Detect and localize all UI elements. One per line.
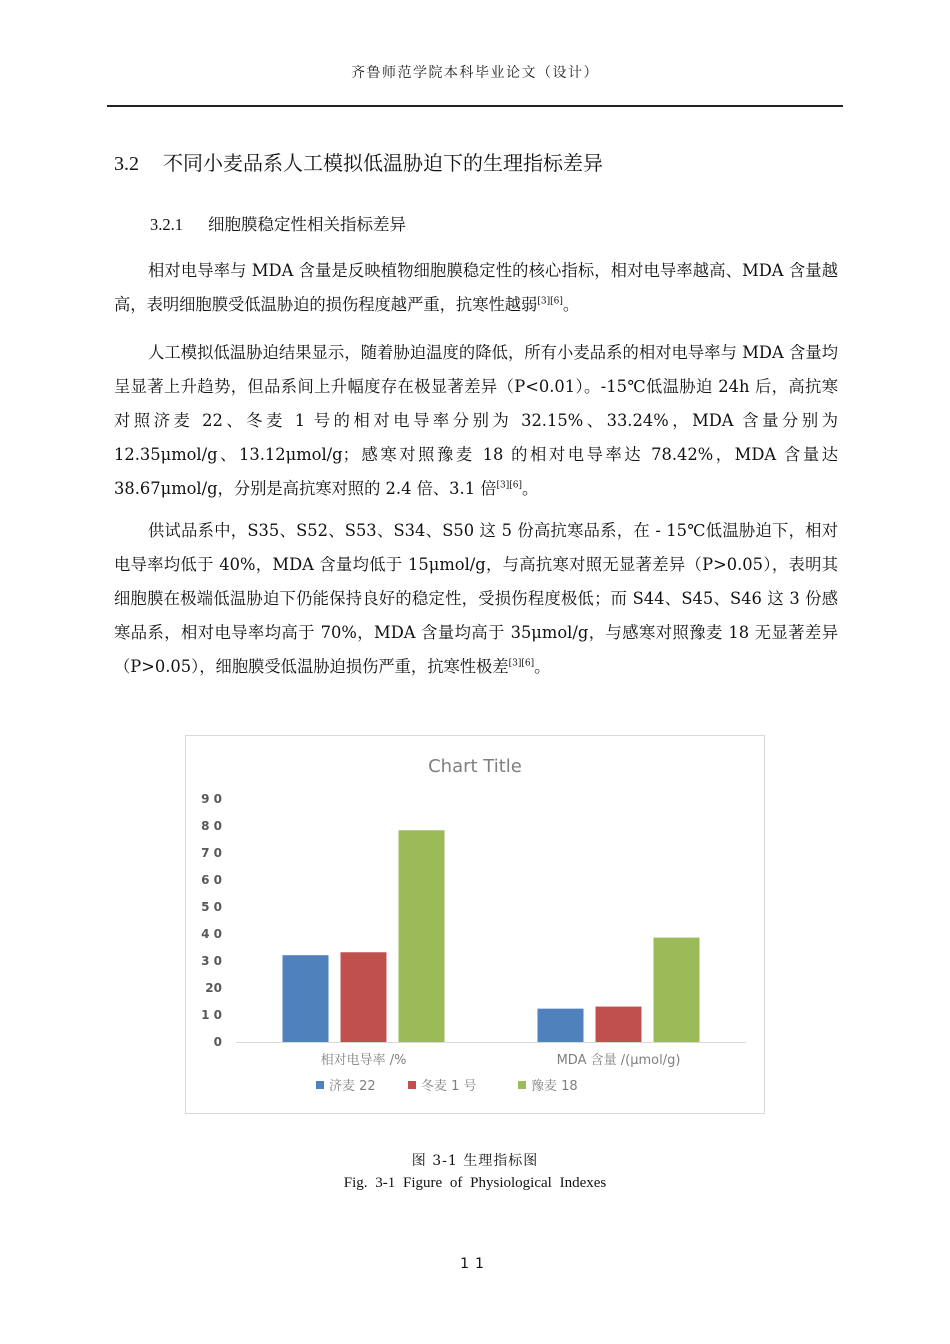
bar-2-2	[596, 1007, 642, 1042]
legend-label: 冬麦 1 号	[421, 1079, 477, 1094]
y-tick-label: 4 0	[201, 927, 222, 941]
x-category-label: 相对电导率 /%	[320, 1053, 407, 1068]
bar-2-1	[341, 952, 387, 1042]
y-tick-label: 7 0	[201, 846, 222, 860]
paragraph-1-text: 相对电导率与 MDA 含量是反映植物细胞膜稳定性的核心指标，相对电导率越高、MDA 含量越高，表明细胞膜受低温胁迫的损伤程度越严重，抗寒性越弱	[114, 261, 838, 314]
y-tick-label: 8 0	[201, 819, 222, 833]
y-tick-label: 0	[213, 1035, 222, 1049]
legend-swatch	[316, 1081, 324, 1089]
y-tick-label: 5 0	[201, 900, 222, 914]
y-tick-label: 9 0	[201, 792, 222, 806]
section-heading	[114, 147, 603, 176]
legend-label: 济麦 22	[329, 1079, 376, 1094]
x-category-label: MDA 含量 /(μmol/g)	[556, 1053, 681, 1068]
bar-3-1	[399, 830, 445, 1042]
paragraph-3-text: 供试品系中，S35、S52、S53、S34、S50 这 5 份高抗寒品系，在 - 15℃低温胁迫下，相对电导率均低于 40%，MDA 含量均低于 15μmol/g，与高抗寒对照无显著差异（P>0.05），表明其细胞膜在极端低温胁迫下仍能保持良好的稳定性，受损伤程度极低；而 S44、S45、S46 这 3 份感寒品系，相对电导率均高于 70%，MDA 含量均高于 35μmol/g，与感寒对照豫麦 18 无显著差异（P>0.05），细胞膜受低温胁迫损伤严重，抗寒性极差	[114, 521, 838, 676]
y-tick-label: 3 0	[201, 954, 222, 968]
y-tick-label: 20	[205, 981, 222, 995]
bar-3-2	[654, 938, 700, 1042]
citation-ref: [3][6]	[508, 658, 535, 669]
subsection-heading	[150, 211, 406, 235]
citation-ref: [3][6]	[537, 296, 563, 307]
bar-1-2	[538, 1009, 584, 1042]
paragraph-3-end: 。	[534, 657, 551, 676]
paragraph-1	[114, 254, 838, 322]
paragraph-3	[114, 514, 838, 684]
section-title: 不同小麦品系人工模拟低温胁迫下的生理指标差异	[163, 151, 603, 175]
y-tick-label: 1 0	[201, 1008, 222, 1022]
section-number: 3.2	[114, 153, 139, 175]
subsection-title: 细胞膜稳定性相关指标差异	[208, 215, 406, 234]
y-tick-label: 6 0	[201, 873, 222, 887]
paragraph-2	[114, 336, 838, 506]
bar-chart	[185, 735, 765, 1114]
subsection-number: 3.2.1	[150, 215, 183, 234]
paragraph-2-text: 人工模拟低温胁迫结果显示，随着胁迫温度的降低，所有小麦品系的相对电导率与 MDA 含量均呈显著上升趋势，但品系间上升幅度存在极显著差异（P<0.01）。-15℃低温胁迫 24h 后，高抗寒对照济麦 22、冬麦 1 号的相对电导率分别为 32.15%、33.24%，MDA 含量分别为 12.35μmol/g、13.12μmol/g；感寒对照豫麦 18 的相对电导率达 78.42%，MDA 含量达 38.67μmol/g，分别是高抗寒对照的 2.4 倍、3.1 倍	[114, 343, 838, 498]
figure-caption-cn: 图 3-1 生理指标图	[411, 1153, 539, 1169]
page-number: 11	[460, 1256, 490, 1272]
paragraph-2-end: 。	[522, 479, 539, 498]
bar-1-1	[283, 955, 329, 1042]
chart-title: Chart Title	[428, 756, 522, 777]
figure-caption-en: Fig. 3-1 Figure of Physiological Indexes	[343, 1175, 607, 1191]
header-rule	[107, 105, 843, 107]
chart-canvas	[186, 736, 764, 1113]
legend-swatch	[518, 1081, 526, 1089]
legend-swatch	[408, 1081, 416, 1089]
paragraph-1-end: 。	[562, 295, 580, 314]
citation-ref: [3][6]	[496, 480, 523, 491]
running-header: 齐鲁师范学院本科毕业论文（设计）	[351, 65, 599, 81]
legend-label: 豫麦 18	[531, 1079, 578, 1094]
